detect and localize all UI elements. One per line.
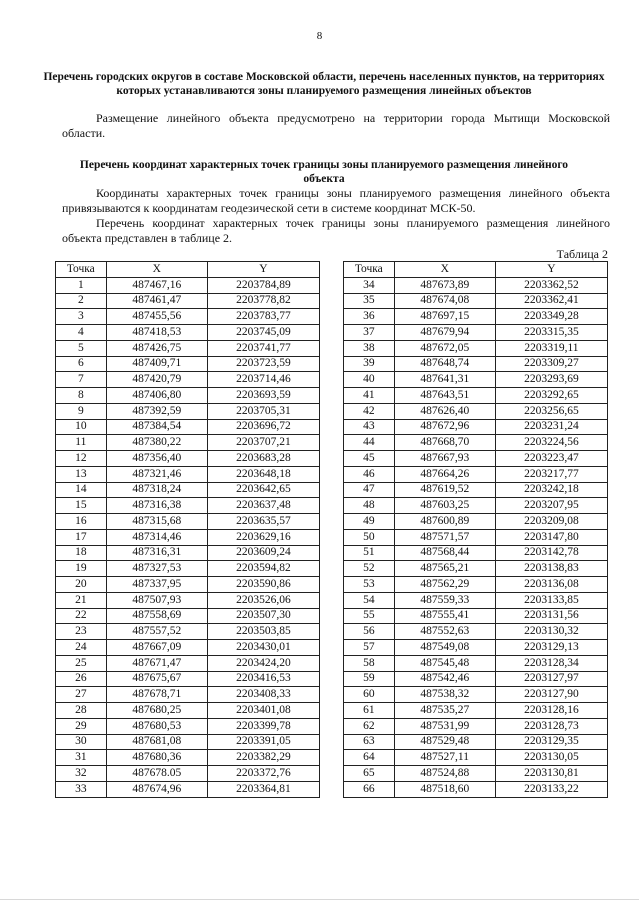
cell-y: 2203130,32 (495, 624, 607, 640)
paragraph-coordinate-system: Координаты характерных точек границы зоны планируемого размещения линейного объекта привязываются к координатам геодезической сети в системе координат МСК-50. (62, 186, 610, 215)
cell-point: 55 (344, 608, 395, 624)
cell-y: 2203416,53 (207, 671, 319, 687)
cell-x: 487643,51 (394, 388, 495, 404)
cell-y: 2203147,80 (495, 529, 607, 545)
cell-x: 487678.05 (106, 766, 207, 782)
cell-y: 2203309,27 (495, 356, 607, 372)
cell-y: 2203131,56 (495, 608, 607, 624)
cell-point: 2 (56, 293, 107, 309)
cell-y: 2203382,29 (207, 750, 319, 766)
cell-y: 2203364,81 (207, 781, 319, 797)
cell-x: 487316,31 (106, 545, 207, 561)
cell-point: 6 (56, 356, 107, 372)
cell-point: 44 (344, 435, 395, 451)
cell-y: 2203130,81 (495, 766, 607, 782)
table-row (344, 403, 608, 419)
table-row (344, 718, 608, 734)
section-heading-coordinates: Перечень координат характерных точек границы зоны планируемого размещения линейного объекта (79, 159, 569, 185)
cell-x: 487529,48 (394, 734, 495, 750)
cell-x: 487392,59 (106, 403, 207, 419)
cell-x: 487672,96 (394, 419, 495, 435)
table-row (344, 577, 608, 593)
cell-x: 487671,47 (106, 655, 207, 671)
cell-point: 29 (56, 718, 107, 734)
cell-x: 487507,93 (106, 592, 207, 608)
cell-point: 14 (56, 482, 107, 498)
cell-point: 28 (56, 703, 107, 719)
cell-point: 22 (56, 608, 107, 624)
cell-point: 4 (56, 325, 107, 341)
paragraph-group (62, 186, 610, 246)
cell-x: 487675,67 (106, 671, 207, 687)
cell-x: 487467,16 (106, 277, 207, 293)
table-row (344, 592, 608, 608)
cell-x: 487680,53 (106, 718, 207, 734)
table-row (344, 388, 608, 404)
cell-y: 2203399,78 (207, 718, 319, 734)
cell-point: 33 (56, 781, 107, 797)
cell-y: 2203741,77 (207, 340, 319, 356)
table-row (56, 309, 320, 325)
cell-y: 2203128,34 (495, 655, 607, 671)
cell-x: 487619,52 (394, 482, 495, 498)
cell-point: 47 (344, 482, 395, 498)
cell-point: 15 (56, 498, 107, 514)
cell-y: 2203648,18 (207, 466, 319, 482)
cell-y: 2203526,06 (207, 592, 319, 608)
table-caption: Таблица 2 (556, 247, 608, 261)
cell-y: 2203783,77 (207, 309, 319, 325)
table-row (344, 640, 608, 656)
table-row (344, 703, 608, 719)
paragraph-table-reference: Перечень координат характерных точек границы зоны планируемого размещения линейного объекта представлен в таблице 2. (62, 216, 610, 245)
cell-x: 487674,96 (106, 781, 207, 797)
cell-point: 23 (56, 624, 107, 640)
table-row (344, 671, 608, 687)
cell-y: 2203714,46 (207, 372, 319, 388)
cell-y: 2203696,72 (207, 419, 319, 435)
cell-y: 2203693,59 (207, 388, 319, 404)
cell-x: 487455,56 (106, 309, 207, 325)
table-row (344, 498, 608, 514)
cell-x: 487681,08 (106, 734, 207, 750)
cell-y: 2203408,33 (207, 687, 319, 703)
cell-point: 57 (344, 640, 395, 656)
table-row (56, 403, 320, 419)
cell-point: 19 (56, 561, 107, 577)
table-row (56, 592, 320, 608)
table-row (56, 640, 320, 656)
table-row (344, 655, 608, 671)
cell-point: 58 (344, 655, 395, 671)
cell-point: 42 (344, 403, 395, 419)
cell-x: 487409,71 (106, 356, 207, 372)
cell-x: 487426,75 (106, 340, 207, 356)
table-row (56, 340, 320, 356)
table-row (344, 750, 608, 766)
scan-edge-line (0, 899, 639, 900)
cell-x: 487406,80 (106, 388, 207, 404)
cell-x: 487337,95 (106, 577, 207, 593)
cell-y: 2203142,78 (495, 545, 607, 561)
cell-y: 2203224,56 (495, 435, 607, 451)
cell-y: 2203637,48 (207, 498, 319, 514)
table-row (344, 482, 608, 498)
cell-x: 487380,22 (106, 435, 207, 451)
cell-point: 20 (56, 577, 107, 593)
table-row (344, 372, 608, 388)
cell-y: 2203424,20 (207, 655, 319, 671)
cell-point: 32 (56, 766, 107, 782)
column-header-point: Точка (344, 262, 395, 278)
cell-point: 34 (344, 277, 395, 293)
cell-point: 50 (344, 529, 395, 545)
cell-y: 2203705,31 (207, 403, 319, 419)
cell-x: 487461,47 (106, 293, 207, 309)
cell-y: 2203784,89 (207, 277, 319, 293)
cell-y: 2203745,09 (207, 325, 319, 341)
cell-point: 21 (56, 592, 107, 608)
cell-x: 487549,08 (394, 640, 495, 656)
table-row (344, 781, 608, 797)
cell-point: 52 (344, 561, 395, 577)
cell-y: 2203590,86 (207, 577, 319, 593)
cell-x: 487559,33 (394, 592, 495, 608)
cell-point: 63 (344, 734, 395, 750)
cell-point: 40 (344, 372, 395, 388)
cell-y: 2203401,08 (207, 703, 319, 719)
cell-y: 2203292,65 (495, 388, 607, 404)
cell-x: 487552,63 (394, 624, 495, 640)
table-header-row (344, 262, 608, 278)
cell-y: 2203430,01 (207, 640, 319, 656)
table-row (344, 514, 608, 530)
cell-x: 487315,68 (106, 514, 207, 530)
cell-x: 487318,24 (106, 482, 207, 498)
table-row (56, 718, 320, 734)
table-row (344, 734, 608, 750)
cell-x: 487680,25 (106, 703, 207, 719)
cell-y: 2203635,57 (207, 514, 319, 530)
cell-point: 56 (344, 624, 395, 640)
cell-x: 487545,48 (394, 655, 495, 671)
table-header-row (56, 262, 320, 278)
cell-point: 26 (56, 671, 107, 687)
table-row (56, 293, 320, 309)
cell-x: 487557,52 (106, 624, 207, 640)
cell-point: 31 (56, 750, 107, 766)
cell-point: 65 (344, 766, 395, 782)
table-row (56, 514, 320, 530)
table-row (56, 388, 320, 404)
table-row (56, 734, 320, 750)
cell-y: 2203683,28 (207, 451, 319, 467)
cell-point: 43 (344, 419, 395, 435)
table-row (344, 529, 608, 545)
cell-y: 2203129,35 (495, 734, 607, 750)
cell-x: 487555,41 (394, 608, 495, 624)
cell-y: 2203594,82 (207, 561, 319, 577)
table-row (344, 687, 608, 703)
cell-x: 487535,27 (394, 703, 495, 719)
cell-point: 8 (56, 388, 107, 404)
cell-x: 487668,70 (394, 435, 495, 451)
cell-x: 487648,74 (394, 356, 495, 372)
table-row (56, 781, 320, 797)
cell-point: 66 (344, 781, 395, 797)
cell-x: 487680,36 (106, 750, 207, 766)
cell-x: 487667,09 (106, 640, 207, 656)
table-row (344, 451, 608, 467)
cell-x: 487531,99 (394, 718, 495, 734)
cell-y: 2203723,59 (207, 356, 319, 372)
cell-point: 11 (56, 435, 107, 451)
cell-x: 487321,46 (106, 466, 207, 482)
table-row (56, 561, 320, 577)
cell-x: 487542,46 (394, 671, 495, 687)
cell-x: 487673,89 (394, 277, 495, 293)
cell-point: 62 (344, 718, 395, 734)
cell-y: 2203642,65 (207, 482, 319, 498)
cell-point: 25 (56, 655, 107, 671)
cell-point: 48 (344, 498, 395, 514)
cell-y: 2203130,05 (495, 750, 607, 766)
table-row (344, 561, 608, 577)
cell-y: 2203136,08 (495, 577, 607, 593)
cell-y: 2203707,21 (207, 435, 319, 451)
cell-x: 487568,44 (394, 545, 495, 561)
cell-x: 487571,57 (394, 529, 495, 545)
cell-point: 60 (344, 687, 395, 703)
cell-point: 61 (344, 703, 395, 719)
table-row (56, 498, 320, 514)
table-row (344, 766, 608, 782)
cell-x: 487418,53 (106, 325, 207, 341)
column-header-y: Y (207, 262, 319, 278)
cell-x: 487679,94 (394, 325, 495, 341)
cell-y: 2203223,47 (495, 451, 607, 467)
cell-x: 487524,88 (394, 766, 495, 782)
cell-point: 3 (56, 309, 107, 325)
cell-y: 2203231,24 (495, 419, 607, 435)
cell-point: 18 (56, 545, 107, 561)
cell-x: 487316,38 (106, 498, 207, 514)
table-row (344, 545, 608, 561)
table-row (344, 466, 608, 482)
cell-x: 487538,32 (394, 687, 495, 703)
cell-y: 2203129,13 (495, 640, 607, 656)
cell-x: 487626,40 (394, 403, 495, 419)
cell-x: 487327,53 (106, 561, 207, 577)
cell-y: 2203609,24 (207, 545, 319, 561)
cell-point: 39 (344, 356, 395, 372)
cell-x: 487562,29 (394, 577, 495, 593)
cell-x: 487356,40 (106, 451, 207, 467)
table-row (344, 293, 608, 309)
table-row (344, 277, 608, 293)
table-row (56, 545, 320, 561)
cell-x: 487674,08 (394, 293, 495, 309)
cell-point: 41 (344, 388, 395, 404)
table-row (344, 340, 608, 356)
cell-point: 49 (344, 514, 395, 530)
cell-y: 2203629,16 (207, 529, 319, 545)
cell-point: 17 (56, 529, 107, 545)
table-row (344, 624, 608, 640)
cell-y: 2203362,41 (495, 293, 607, 309)
cell-x: 487603,25 (394, 498, 495, 514)
table-row (56, 624, 320, 640)
cell-point: 1 (56, 277, 107, 293)
cell-point: 45 (344, 451, 395, 467)
cell-y: 2203256,65 (495, 403, 607, 419)
table-row (344, 608, 608, 624)
cell-y: 2203127,90 (495, 687, 607, 703)
paragraph-location: Размещение линейного объекта предусмотрено на территории города Мытищи Московской области. (62, 111, 610, 140)
cell-point: 24 (56, 640, 107, 656)
cell-point: 30 (56, 734, 107, 750)
cell-x: 487518,60 (394, 781, 495, 797)
cell-y: 2203507,30 (207, 608, 319, 624)
table-row (56, 671, 320, 687)
page-number: 8 (316, 30, 323, 42)
table-row (56, 356, 320, 372)
cell-point: 35 (344, 293, 395, 309)
cell-y: 2203217,77 (495, 466, 607, 482)
cell-x: 487600,89 (394, 514, 495, 530)
table-row (56, 482, 320, 498)
table-row (56, 608, 320, 624)
cell-x: 487558,69 (106, 608, 207, 624)
table-row (344, 325, 608, 341)
cell-point: 46 (344, 466, 395, 482)
cell-x: 487527,11 (394, 750, 495, 766)
cell-y: 2203133,22 (495, 781, 607, 797)
cell-point: 9 (56, 403, 107, 419)
table-row (56, 466, 320, 482)
cell-point: 13 (56, 466, 107, 482)
cell-x: 487314,46 (106, 529, 207, 545)
cell-y: 2203778,82 (207, 293, 319, 309)
column-header-y: Y (495, 262, 607, 278)
cell-point: 27 (56, 687, 107, 703)
table-row (344, 435, 608, 451)
cell-x: 487664,26 (394, 466, 495, 482)
table-row (56, 435, 320, 451)
table-row (56, 451, 320, 467)
cell-y: 2203349,28 (495, 309, 607, 325)
table-row (56, 277, 320, 293)
table-row (56, 419, 320, 435)
cell-point: 10 (56, 419, 107, 435)
cell-y: 2203372,76 (207, 766, 319, 782)
cell-y: 2203128,73 (495, 718, 607, 734)
cell-y: 2203209,08 (495, 514, 607, 530)
table-row (344, 356, 608, 372)
table-row (56, 703, 320, 719)
cell-point: 54 (344, 592, 395, 608)
cell-point: 16 (56, 514, 107, 530)
cell-x: 487420,79 (106, 372, 207, 388)
cell-y: 2203293,69 (495, 372, 607, 388)
cell-point: 64 (344, 750, 395, 766)
table-row (56, 750, 320, 766)
cell-y: 2203315,35 (495, 325, 607, 341)
cell-y: 2203133,85 (495, 592, 607, 608)
table-row (56, 766, 320, 782)
cell-y: 2203127,97 (495, 671, 607, 687)
cell-point: 5 (56, 340, 107, 356)
table-row (56, 325, 320, 341)
cell-point: 36 (344, 309, 395, 325)
coordinates-table-right (343, 261, 608, 798)
cell-point: 37 (344, 325, 395, 341)
coordinates-table-left (55, 261, 320, 798)
cell-y: 2203503,85 (207, 624, 319, 640)
cell-y: 2203362,52 (495, 277, 607, 293)
table-row (56, 529, 320, 545)
cell-x: 487641,31 (394, 372, 495, 388)
cell-y: 2203391,05 (207, 734, 319, 750)
table-row (56, 687, 320, 703)
column-header-x: X (394, 262, 495, 278)
cell-x: 487565,21 (394, 561, 495, 577)
cell-y: 2203138,83 (495, 561, 607, 577)
cell-x: 487678,71 (106, 687, 207, 703)
table-row (56, 372, 320, 388)
cell-y: 2203242,18 (495, 482, 607, 498)
table-row (344, 419, 608, 435)
cell-x: 487697,15 (394, 309, 495, 325)
cell-point: 7 (56, 372, 107, 388)
table-row (56, 655, 320, 671)
table-row (344, 309, 608, 325)
cell-x: 487667,93 (394, 451, 495, 467)
column-header-point: Точка (56, 262, 107, 278)
table-row (56, 577, 320, 593)
column-header-x: X (106, 262, 207, 278)
section-heading-districts: Перечень городских округов в составе Московской области, перечень населенных пунктов, на территориях которых устанавливаются зоны планируемого размещения линейных объектов (43, 71, 605, 97)
cell-point: 59 (344, 671, 395, 687)
cell-point: 12 (56, 451, 107, 467)
cell-point: 38 (344, 340, 395, 356)
cell-point: 53 (344, 577, 395, 593)
cell-y: 2203207,95 (495, 498, 607, 514)
cell-x: 487384,54 (106, 419, 207, 435)
cell-y: 2203319,11 (495, 340, 607, 356)
cell-x: 487672,05 (394, 340, 495, 356)
cell-y: 2203128,16 (495, 703, 607, 719)
cell-point: 51 (344, 545, 395, 561)
